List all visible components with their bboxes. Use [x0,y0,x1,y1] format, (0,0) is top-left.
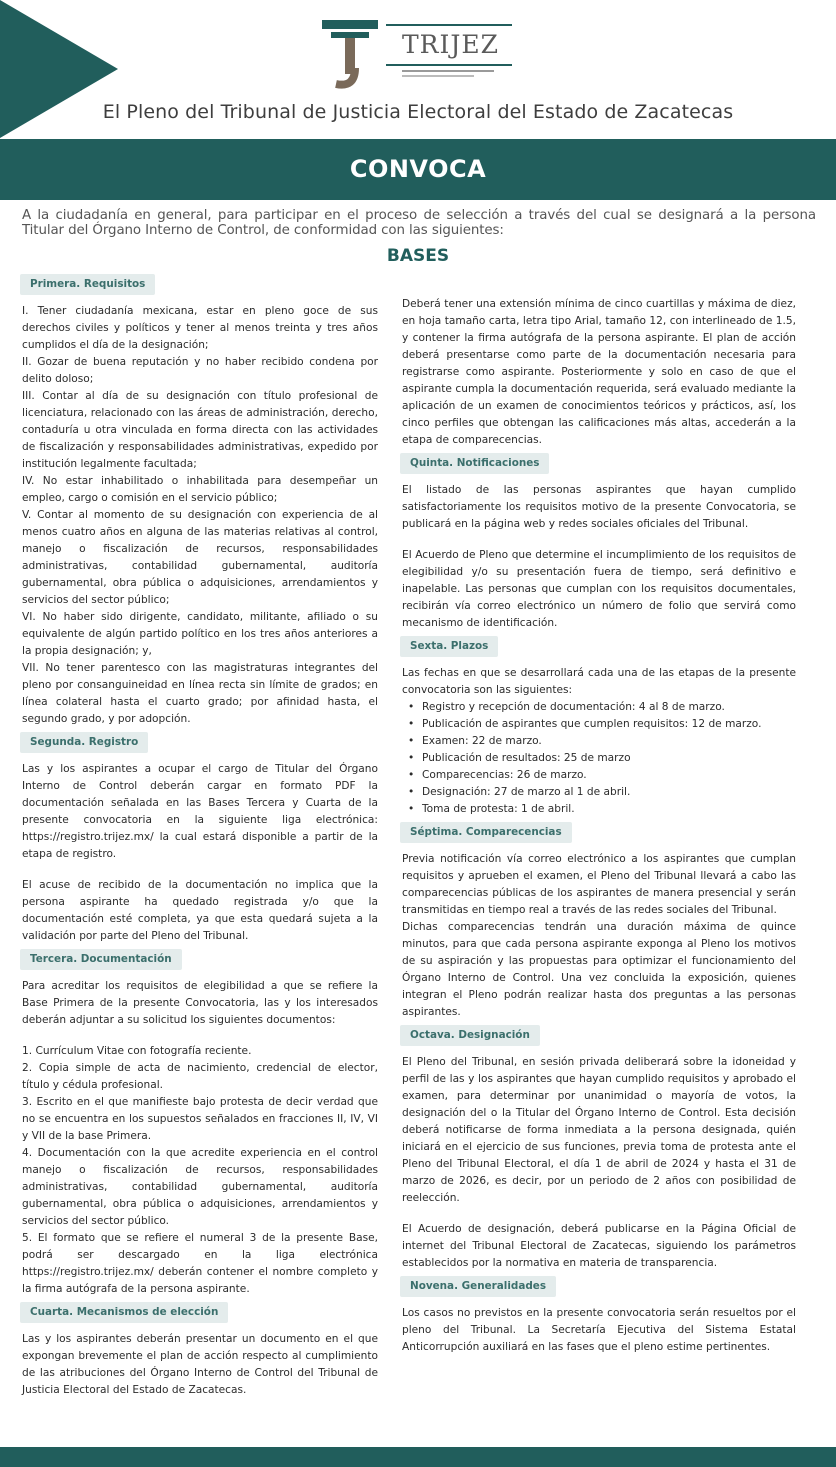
paragraph: II. Gozar de buena reputación y no haber recibido condena por delito doloso; [22,356,378,385]
paragraph: Previa notificación vía correo electrónico a los aspirantes que cumplan requisitos y aprueben el examen, el Pleno del Tribunal llevará a cabo las comparecencias públicas de los aspirantes de manera presencial y serán transmitidas en tiempo real a través de las redes sociales del Tribunal. [402,853,796,916]
section-tag-tercera: Tercera. Documentación [20,949,182,970]
section-tag-octava: Octava. Designación [400,1025,540,1046]
left-column [22,270,378,1399]
paragraph: Dichas comparecencias tendrán una duración máxima de quince minutos, para que cada persona aspirante exponga al Pleno los motivos de su aspiración y las propuestas para optimizar el funcionamiento del Órgano Interno de Control. Una vez concluida la exposición, quienes integran el Pleno podrán realizar hasta dos preguntas a las personas aspirantes. [402,921,796,1018]
section-tag-quinta: Quinta. Notificaciones [400,453,549,474]
paragraph: IV. No estar inhabilitado o inhabilitada para desempeñar un empleo, cargo o comisión en el servicio público; [22,475,378,504]
paragraph: Las fechas en que se desarrollará cada una de las etapas de la presente convocatoria son las siguientes: [402,667,796,696]
paragraph: Para acreditar los requisitos de elegibilidad a que se refiere la Base Primera de la presente Convocatoria, las y los interesados deberán adjuntar a su solicitud los siguientes documentos: [22,980,378,1026]
intro-text: A la ciudadanía en general, para participar en el proceso de selección a través del cual se designará a la persona Titular del Órgano Interno de Control, de conformidad con las siguientes: [22,208,816,238]
paragraph: VII. No tener parentesco con las magistraturas integrantes del pleno por consanguineidad en línea recta sin límite de grados; en línea colateral hasta el cuarto grado; por afinidad hasta, el segundo grado, y por adopción. [22,662,378,725]
paragraph: III. Contar al día de su designación con título profesional de licenciatura, relacionado con las áreas de administración, derecho, contaduría u otra vinculada en forma directa con las actividades de fiscalización y responsabilidades administrativas, expedido por institución legalmente facultada; [22,390,378,470]
list-item: 2. Copia simple de acta de nacimiento, credencial de elector, título y cédula profesional. [22,1062,378,1091]
list-item: • Examen: 22 de marzo. [402,733,796,750]
list-item: 4. Documentación con la que acredite experiencia en el control manejo o fiscalización de recursos, responsabilidades administrativas, contabilidad gubernamental, auditoría gubernamental, obra pública o adquisiciones, arrendamientos y servicios del sector público. [22,1147,378,1227]
list-item: 1. Currículum Vitae con fotografía reciente. [22,1045,252,1057]
list-item: • Registro y recepción de documentación: 4 al 8 de marzo. [402,699,796,716]
paragraph: El acuse de recibido de la documentación no implica que la persona aspirante ha quedado registrada y/o que la documentación esté completa, ya que esta quedará sujeta a la validación por parte del Pleno del Tribunal. [22,879,378,942]
list-item: • Publicación de aspirantes que cumplen requisitos: 12 de marzo. [402,716,796,733]
section-tag-cuarta: Cuarta. Mecanismos de elección [20,1302,228,1323]
paragraph: I. Tener ciudadanía mexicana, estar en pleno goce de sus derechos civiles y políticos y tener al menos treinta y tres años cumplidos el día de la designación; [22,305,378,351]
convoca-banner: CONVOCA [0,139,836,200]
list-item: • Toma de protesta: 1 de abril. [402,801,796,818]
dates-list [402,699,796,818]
list-item: • Comparecencias: 26 de marzo. [402,767,796,784]
footer-band [0,1447,836,1467]
section-tag-segunda: Segunda. Registro [20,732,148,753]
logo-text: TRIJEZ [402,30,500,59]
paragraph: El Pleno del Tribunal, en sesión privada deliberará sobre la idoneidad y perfil de las y los aspirantes que hayan cumplido requisitos y aprobado el examen, para determinar por unanimidad o mayoría de votos, la designación del o la Titular del Órgano Interno de Control. Esta decisión deberá notificarse de forma inmediata a la persona designada, quién iniciará en el ejercicio de sus funciones, previa toma de protesta ante el Pleno del Tribunal Electoral, el día 1 de abril de 2024 y hasta el 31 de marzo de 2026, es decir, por un periodo de 2 años con posibilidad de reelección. [402,1056,796,1204]
list-item: • Publicación de resultados: 25 de marzo [402,750,796,767]
page-title: El Pleno del Tribunal de Justicia Electoral del Estado de Zacatecas [102,101,734,123]
paragraph: Las y los aspirantes deberán presentar un documento en el que expongan brevemente el plan de acción respecto al cumplimiento de las atribuciones del Órgano Interno de Control del Tribunal de Justicia Electoral del Estado de Zacatecas. [22,1333,378,1396]
section-tag-sexta: Sexta. Plazos [400,636,498,657]
list-item: 5. El formato que se refiere el numeral 3 de la presente Base, podrá ser descargado en la liga electrónica https://registro.trijez.mx/ deberán contener el nombre completo y la firma autógrafa de la persona aspirante. [22,1232,378,1295]
bases-heading: BASES [386,246,450,266]
list-item: • Designación: 27 de marzo al 1 de abril. [402,784,796,801]
section-tag-septima: Séptima. Comparecencias [400,822,572,843]
paragraph: El Acuerdo de designación, deberá publicarse en la Página Oficial de internet del Tribunal Electoral de Zacatecas, siguiendo los parámetros establecidos por la normativa en materia de transparencia. [402,1223,796,1269]
paragraph: VI. No haber sido dirigente, candidato, militante, afiliado o su equivalente de algún partido político en los tres años anteriores a la propia designación; y, [22,611,378,657]
paragraph: Las y los aspirantes a ocupar el cargo de Titular del Órgano Interno de Control deberán cargar en formato PDF la documentación señalada en las Bases Tercera y Cuarta de la presente convocatoria en la siguiente liga electrónica: https://registro.trijez.mx/ la cual estará disponible a partir de la etapa de registro. [22,763,378,860]
paragraph: El listado de las personas aspirantes que hayan cumplido satisfactoriamente los requisitos motivo de la presente Convocatoria, se publicará en la página web y redes sociales oficiales del Tribunal. [402,484,796,530]
paragraph: El Acuerdo de Pleno que determine el incumplimiento de los requisitos de elegibilidad y/o su presentación fuera de tiempo, será definitivo e inapelable. Las personas que cumplan con los requisitos documentales, recibirán vía correo electrónico un número de folio que servirá como mecanismo de identificación. [402,549,796,629]
section-tag-novena: Novena. Generalidades [400,1276,556,1297]
section-tag-primera: Primera. Requisitos [20,274,155,295]
paragraph: V. Contar al momento de su designación con experiencia de al menos cuatro años en alguna de las materias relativas al control, manejo o fiscalización de recursos, responsabilidades administrativas, contabilidad gubernamental, auditoría gubernamental, obra pública o adquisiciones, arrendamientos y servicios del sector público; [22,509,378,606]
paragraph: Los casos no previstos en la presente convocatoria serán resueltos por el pleno del Tribunal. La Secretaría Ejecutiva del Sistema Estatal Anticorrupción auxiliará en las fases que el pleno estime pertinentes. [402,1307,796,1353]
list-item: 3. Escrito en el que manifieste bajo protesta de decir verdad que no se encuentra en los supuestos señalados en fracciones II, IV, VI y VII de la base Primera. [22,1096,378,1142]
right-column [402,296,796,1356]
paragraph: Deberá tener una extensión mínima de cinco cuartillas y máxima de diez, en hoja tamaño carta, letra tipo Arial, tamaño 12, con interlineado de 1.5, y contener la firma autógrafa de la persona aspirante. El plan de acción deberá presentarse como parte de la documentación necesaria para registrarse como aspirante. Posteriormente y solo en caso de que el aspirante cumpla la documentación requerida, será evaluado mediante la aplicación de un examen de conocimientos teóricos y prácticos, así, los cinco perfiles que obtengan las calificaciones más altas, accederán a la etapa de comparecencias. [402,298,796,446]
